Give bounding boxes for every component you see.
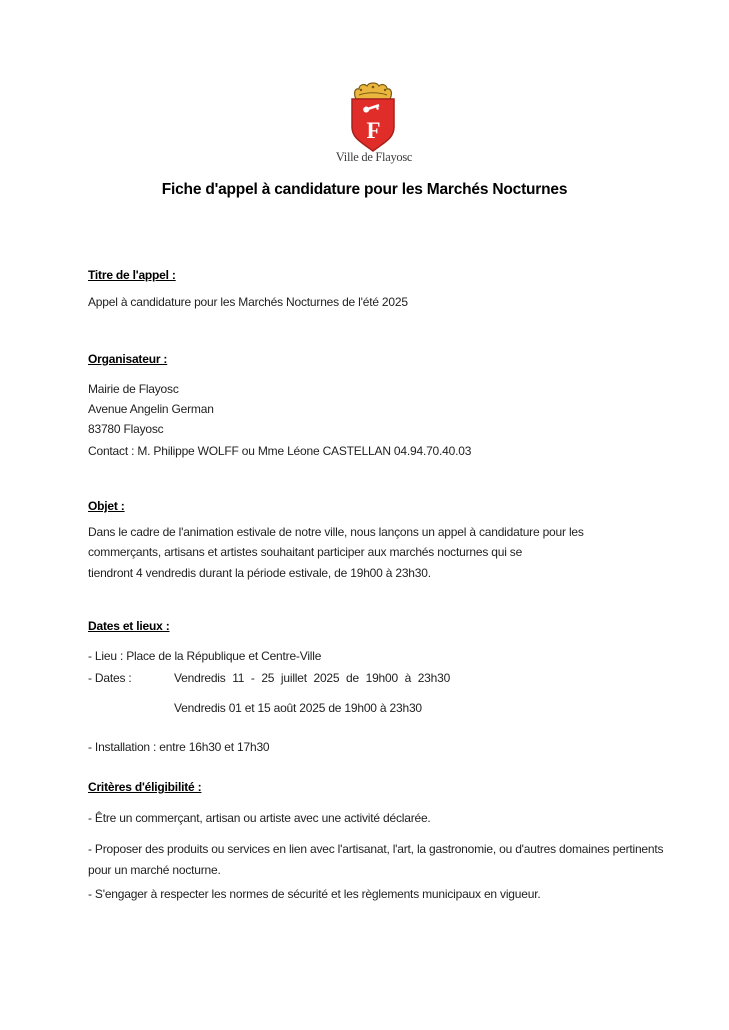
section-heading-criteres: Critères d'éligibilité : <box>88 780 202 794</box>
criteria-item: - Être un commerçant, artisan ou artiste avec une activité déclarée. <box>88 811 431 825</box>
date-line: Vendredis 11 - 25 juillet 2025 de 19h00 à 23h30 <box>174 671 451 685</box>
paragraph-line: commerçants, artisans et artistes souhaitant participer aux marchés nocturnes qui se <box>88 545 523 560</box>
flayosc-crest-icon <box>347 82 401 154</box>
installation-line: - Installation : entre 16h30 et 17h30 <box>88 740 270 754</box>
address-line: Avenue Angelin German <box>88 402 214 416</box>
shield-initial: F <box>366 118 381 143</box>
date-line: Vendredis 01 et 15 août 2025 de 19h00 à 23h30 <box>174 701 422 715</box>
section-heading-titre: Titre de l'appel : <box>88 268 176 282</box>
section-heading-objet: Objet : <box>88 499 125 513</box>
dates-label: - Dates : <box>88 671 132 685</box>
contact-line: Contact : M. Philippe WOLFF ou Mme Léone CASTELLAN 04.94.70.40.03 <box>88 444 472 458</box>
objet-paragraph <box>88 522 584 583</box>
paragraph-line: tiendront 4 vendredis durant la période estivale, de 19h00 à 23h30. <box>88 565 431 580</box>
address-line: 83780 Flayosc <box>88 422 164 436</box>
address-line: Mairie de Flayosc <box>88 382 179 396</box>
criteria-item: - Proposer des produits ou services en lien avec l'artisanat, l'art, la gastronomie, ou d'autres domaines pertinents pour un marché nocturne. <box>88 842 664 877</box>
paragraph-line: Dans le cadre de l'animation estivale de notre ville, nous lançons un appel à candidature pour les <box>88 525 584 539</box>
document-title: Fiche d'appel à candidature pour les Marchés Nocturnes <box>161 181 568 198</box>
section-heading-dates: Dates et lieux : <box>88 619 170 633</box>
lieu-line: - Lieu : Place de la République et Centre-Ville <box>88 649 322 663</box>
titre-body: Appel à candidature pour les Marchés Nocturnes de l'été 2025 <box>88 295 408 309</box>
criteria-item: - S'engager à respecter les normes de sécurité et les règlements municipaux en vigueur. <box>88 887 541 901</box>
crown-icon <box>355 83 392 99</box>
section-heading-organisateur: Organisateur : <box>88 352 168 366</box>
organizer-address <box>88 379 214 439</box>
logo-caption: Ville de Flayosc <box>335 150 413 164</box>
